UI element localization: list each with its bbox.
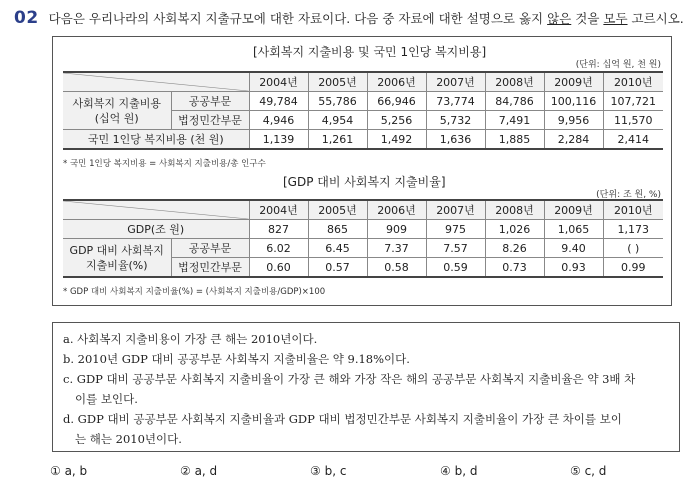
question-header bbox=[14, 8, 684, 28]
row-label: 법정민간부문 bbox=[171, 258, 249, 278]
table-cell: 0.73 bbox=[485, 258, 544, 278]
table2-title: [GDP 대비 사회복지 지출비율] bbox=[283, 175, 446, 189]
table-cell: 7.57 bbox=[426, 239, 485, 258]
table-cell: 8.26 bbox=[485, 239, 544, 258]
table1-group-label-line: 사회복지 지출비용 bbox=[72, 96, 161, 110]
question-text-part: 다음은 우리나라의 사회복지 지출규모에 대한 자료이다. 다음 중 자료에 대한 설명으로 옳지 bbox=[48, 11, 548, 26]
table1-unit: (단위: 십억 원, 천 원) bbox=[575, 60, 661, 70]
table-cell: 0.60 bbox=[249, 258, 308, 278]
statement-d bbox=[63, 409, 669, 449]
row-label: 국민 1인당 복지비용 (천 원) bbox=[63, 130, 249, 150]
statement-c bbox=[63, 369, 669, 409]
table1-group-label bbox=[63, 92, 171, 130]
table2-year-header: 2006년 bbox=[367, 200, 426, 220]
table-cell: 0.59 bbox=[426, 258, 485, 278]
table-cell: 55,786 bbox=[308, 92, 367, 111]
table2 bbox=[63, 199, 663, 278]
table-cell: 5,732 bbox=[426, 111, 485, 130]
table-cell: 0.99 bbox=[603, 258, 663, 278]
table-cell: 100,116 bbox=[544, 92, 603, 111]
table2-group-label-line: GDP 대비 사회복지 bbox=[69, 243, 164, 257]
table-cell: ( ) bbox=[603, 239, 663, 258]
table-cell: 49,784 bbox=[249, 92, 308, 111]
statement-c-line: 이를 보인다. bbox=[75, 392, 138, 406]
table-cell: 1,885 bbox=[485, 130, 544, 150]
answer-choices bbox=[50, 464, 670, 484]
table1-group-label-line: (십억 원) bbox=[94, 111, 139, 125]
table-cell: 4,954 bbox=[308, 111, 367, 130]
statement-c-line: c. GDP 대비 공공부문 사회복지 지출비율이 가장 큰 해와 가장 작은 해의 공공부문 사회복지 지출비율은 약 3배 차 bbox=[63, 372, 636, 386]
table-cell: 2,414 bbox=[603, 130, 663, 150]
table-cell: 7.37 bbox=[367, 239, 426, 258]
table-cell: 1,065 bbox=[544, 220, 603, 239]
statement-d-line: 는 해는 2010년이다. bbox=[75, 432, 182, 446]
statements-box bbox=[52, 322, 680, 452]
table-cell: 6.45 bbox=[308, 239, 367, 258]
table-cell: 11,570 bbox=[603, 111, 663, 130]
table-cell: 5,256 bbox=[367, 111, 426, 130]
table-cell: 975 bbox=[426, 220, 485, 239]
table2-unit: (단위: 조 원, %) bbox=[596, 190, 661, 200]
choice-4[interactable]: ④ b, d bbox=[440, 464, 478, 478]
table1-year-header: 2006년 bbox=[367, 72, 426, 92]
table-cell: 827 bbox=[249, 220, 308, 239]
question-text-part: 고르시오. bbox=[627, 11, 684, 26]
row-label: 법정민간부문 bbox=[171, 111, 249, 130]
table-cell: 6.02 bbox=[249, 239, 308, 258]
data-box bbox=[52, 36, 672, 306]
table1-year-header: 2008년 bbox=[485, 72, 544, 92]
table-cell: 0.57 bbox=[308, 258, 367, 278]
choice-3[interactable]: ③ b, c bbox=[310, 464, 347, 478]
table1-header-row bbox=[63, 72, 663, 92]
question-underlined-word: 않은 bbox=[547, 11, 572, 26]
table1-year-header: 2009년 bbox=[544, 72, 603, 92]
row-label: GDP(조 원) bbox=[63, 220, 249, 239]
row-label: 공공부문 bbox=[171, 239, 249, 258]
table-cell: 0.58 bbox=[367, 258, 426, 278]
question-text bbox=[49, 9, 684, 27]
table2-year-header: 2005년 bbox=[308, 200, 367, 220]
table-cell: 865 bbox=[308, 220, 367, 239]
table-cell: 7,491 bbox=[485, 111, 544, 130]
table2-year-header: 2007년 bbox=[426, 200, 485, 220]
table-cell: 0.93 bbox=[544, 258, 603, 278]
table2-group-label bbox=[63, 239, 171, 278]
choice-5[interactable]: ⑤ c, d bbox=[570, 464, 607, 478]
table1-corner-cell bbox=[63, 72, 249, 92]
table-cell: 1,636 bbox=[426, 130, 485, 150]
table-cell: 84,786 bbox=[485, 92, 544, 111]
table-row bbox=[63, 130, 663, 150]
table2-year-header: 2008년 bbox=[485, 200, 544, 220]
table2-header-row bbox=[63, 200, 663, 220]
row-label: 공공부문 bbox=[171, 92, 249, 111]
question-text-part: 것을 bbox=[571, 11, 604, 26]
table1-title: [사회복지 지출비용 및 국민 1인당 복지비용] bbox=[253, 45, 487, 59]
table-cell: 9.40 bbox=[544, 239, 603, 258]
table-cell: 909 bbox=[367, 220, 426, 239]
table1-year-header: 2005년 bbox=[308, 72, 367, 92]
table-row bbox=[63, 239, 663, 258]
table-cell: 1,026 bbox=[485, 220, 544, 239]
table1-year-header: 2007년 bbox=[426, 72, 485, 92]
table-cell: 9,956 bbox=[544, 111, 603, 130]
table2-note: * GDP 대비 사회복지 지출비율(%) = (사회복지 지출비용/GDP)×100 bbox=[63, 287, 326, 297]
table-cell: 4,946 bbox=[249, 111, 308, 130]
table1-year-header: 2010년 bbox=[603, 72, 663, 92]
table2-group-label-line: 지출비율(%) bbox=[85, 258, 148, 272]
table2-corner-cell bbox=[63, 200, 249, 220]
question-underlined-word: 모두 bbox=[603, 11, 628, 26]
table-cell: 1,139 bbox=[249, 130, 308, 150]
table-row bbox=[63, 92, 663, 111]
table-cell: 66,946 bbox=[367, 92, 426, 111]
table2-year-header: 2009년 bbox=[544, 200, 603, 220]
table2-year-header: 2004년 bbox=[249, 200, 308, 220]
table-cell: 1,492 bbox=[367, 130, 426, 150]
table1 bbox=[63, 71, 663, 150]
table2-year-header: 2010년 bbox=[603, 200, 663, 220]
question-number: 02 bbox=[14, 8, 39, 28]
statement-d-line: d. GDP 대비 공공부문 사회복지 지출비율과 GDP 대비 법정민간부문 사회복지 지출비율이 가장 큰 차이를 보이 bbox=[63, 412, 622, 426]
table1-note: * 국민 1인당 복지비용 = 사회복지 지출비용/총 인구수 bbox=[63, 159, 266, 169]
table-cell: 1,261 bbox=[308, 130, 367, 150]
table-cell: 2,284 bbox=[544, 130, 603, 150]
statement-b: b. 2010년 GDP 대비 공공부문 사회복지 지출비율은 약 9.18%이다. bbox=[63, 352, 410, 366]
choice-2[interactable]: ② a, d bbox=[180, 464, 218, 478]
table-row bbox=[63, 220, 663, 239]
table-cell: 73,774 bbox=[426, 92, 485, 111]
table1-year-header: 2004년 bbox=[249, 72, 308, 92]
table-cell: 1,173 bbox=[603, 220, 663, 239]
choice-1[interactable]: ① a, b bbox=[50, 464, 88, 478]
statement-a: a. 사회복지 지출비용이 가장 큰 해는 2010년이다. bbox=[63, 332, 318, 346]
table-cell: 107,721 bbox=[603, 92, 663, 111]
